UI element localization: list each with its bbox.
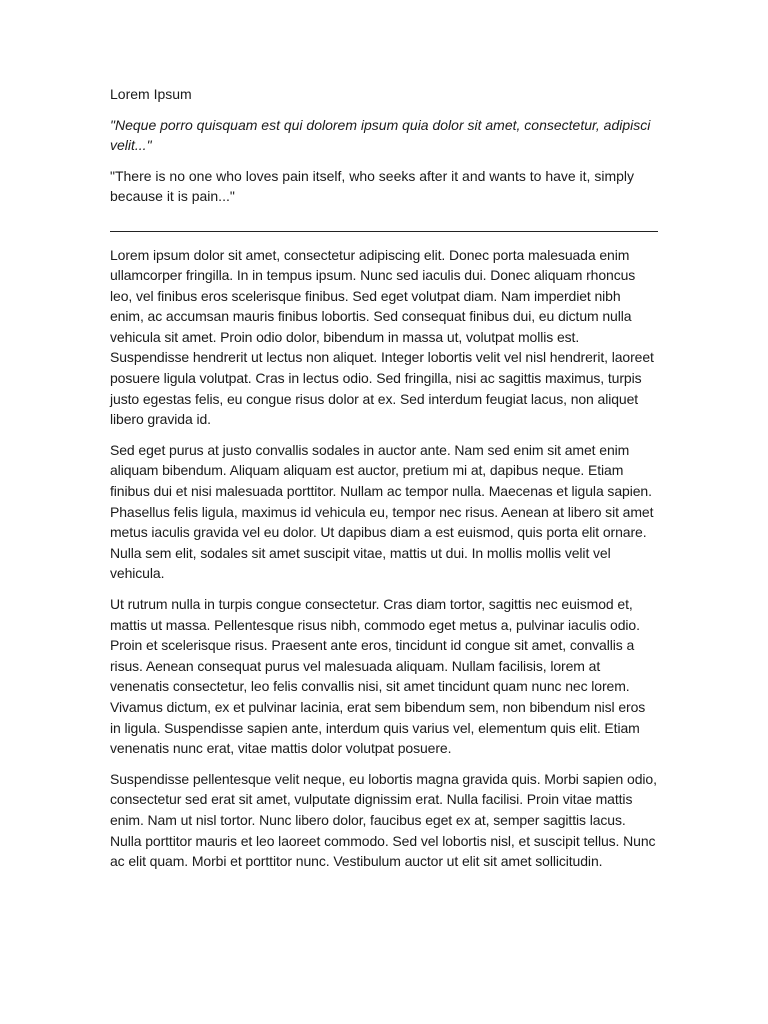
body-paragraph-2: Sed eget purus at justo convallis sodales in auctor ante. Nam sed enim sit amet enim aliquam bibendum. Aliquam aliquam est auctor, pretium mi at, dapibus neque. Etiam finibus dui et nisi malesuada porttitor. Nullam ac tempor nulla. Maecenas et ligula sapien. Phasellus felis ligula, maximus id vehicula eu, tempor nec risus. Aenean at libero sit amet metus iaculis gravida vel eu dolor. Ut dapibus diam a est euismod, quis porta elit ornare. Nulla sem elit, sodales sit amet suscipit vitae, mattis ut dui. In mollis mollis velit vel vehicula. xyxy=(110,441,654,582)
body-paragraph-4: Suspendisse pellentesque velit neque, eu lobortis magna gravida quis. Morbi sapien odio, consectetur sed erat sit amet, vulputate dignissim erat. Nulla facilisi. Proin vitae mattis enim. Nam ut nisl tortor. Nunc libero dolor, faucibus eget ex at, semper sagittis lacus. Nulla porttitor mauris et leo laoreet commodo. Sed vel lobortis nisl, et suscipit tellus. Nunc ac elit quam. Morbi et porttitor nunc. Vestibulum auctor ut elit sit amet sollicitudin. xyxy=(110,770,657,870)
document-title: Lorem Ipsum xyxy=(110,86,192,102)
english-quote: "There is no one who loves pain itself, who seeks after it and wants to have it, simply because it is pain..." xyxy=(110,167,635,204)
body-paragraph-1: Lorem ipsum dolor sit amet, consectetur adipiscing elit. Donec porta malesuada enim ullamcorper fringilla. In in tempus ipsum. Nunc sed iaculis dui. Donec aliquam rhoncus leo, vel finibus eros scelerisque finibus. Sed eget volutpat diam. Nam imperdiet nibh enim, ac accumsan mauris finibus lobortis. Sed consequat finibus dui, eu dictum nulla vehicula sit amet. Proin odio dolor, bibendum in massa ut, volutpat mollis est. Suspendisse hendrerit ut lectus non aliquet. Integer lobortis velit vel nisl hendrerit, laoreet posuere ligula volutpat. Cras in lectus odio. Sed fringilla, nisi ac sagittis maximus, turpis justo egestas felis, eu congue risus dolor at ex. Sed interdum feugiat lacus, non aliquet libero gravida id. xyxy=(110,246,654,428)
document-page xyxy=(110,84,658,882)
section-divider xyxy=(110,231,658,232)
body-paragraph-3: Ut rutrum nulla in turpis congue consectetur. Cras diam tortor, sagittis nec euismod et, mattis ut massa. Pellentesque risus nibh, commodo eget metus a, pulvinar iaculis odio. Proin et scelerisque risus. Praesent ante eros, tincidunt id congue sit amet, convallis a risus. Aenean consequat purus vel malesuada aliquam. Nullam facilisis, lorem at venenatis consectetur, leo felis convallis nisi, sit amet tincidunt quam nunc nec lorem. Vivamus dictum, ex et pulvinar lacinia, erat sem bibendum sem, non bibendum nisl eros in ligula. Suspendisse sapien ante, interdum quis varius vel, elementum quis elit. Etiam venenatis nunc erat, vitae mattis dolor volutpat posuere. xyxy=(110,596,646,757)
latin-quote: "Neque porro quisquam est qui dolorem ipsum quia dolor sit amet, consectetur, adipisci velit..." xyxy=(110,116,651,153)
